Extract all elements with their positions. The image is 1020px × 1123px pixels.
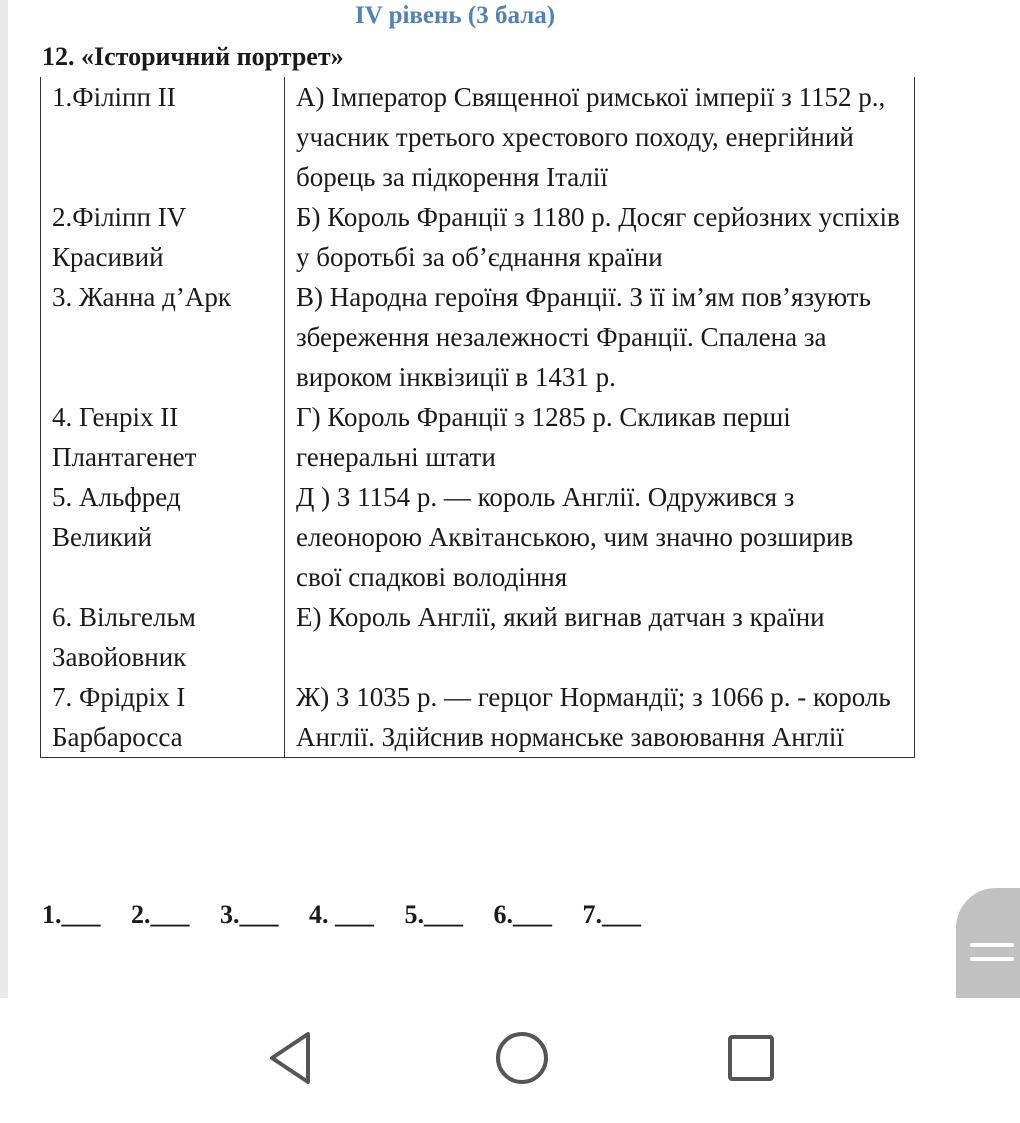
answer-blank: 4. ___ <box>309 900 374 929</box>
description-cell: Д ) З 1154 р. — король Англії. Одружився з елеонорою Аквітанською, чим значно розширив свої спадкові володіння <box>285 477 915 597</box>
home-circle-icon <box>492 1028 552 1088</box>
answer-blank: 6.___ <box>493 900 552 929</box>
task-title: 12. «Історичний портрет» <box>42 42 344 71</box>
table-row <box>41 397 915 477</box>
description-cell: Ж) З 1035 р. — герцог Нормандії; з 1066 р. - король Англії. Здійснив норманське завоювання Англії <box>285 677 915 758</box>
table-row <box>41 597 915 677</box>
table-row <box>41 77 915 197</box>
person-cell: 5. Альфред Великий <box>41 477 285 597</box>
answer-blank: 7.___ <box>582 900 641 929</box>
person-cell: 7. Фрідріх І Барбаросса <box>41 677 285 758</box>
person-cell: 2.Філіпп IV Красивий <box>41 197 285 277</box>
table-row <box>41 677 915 758</box>
back-button[interactable] <box>262 1028 322 1088</box>
answer-blank: 3.___ <box>220 900 279 929</box>
fast-scroll-handle[interactable] <box>956 888 1020 998</box>
description-cell: Б) Король Франції з 1180 р. Досяг серйозних успіхів у боротьбі за об’єднання країни <box>285 197 915 277</box>
portrait-matching-table <box>40 77 915 758</box>
person-cell: 4. Генріх ІІ Плантагенет <box>41 397 285 477</box>
person-cell: 6. Вільгельм Завойовник <box>41 597 285 677</box>
answer-blank: 1.___ <box>42 900 101 929</box>
description-cell: В) Народна героїня Франції. З її ім’ям пов’язують збереження незалежності Франції. Спалена за вироком інквізиції в 1431 р. <box>285 277 915 397</box>
description-cell: Е) Король Англії, який вигнав датчан з країни <box>285 597 915 677</box>
recents-button[interactable] <box>721 1028 781 1088</box>
table-row <box>41 477 915 597</box>
table-row <box>41 277 915 397</box>
table-row <box>41 197 915 277</box>
page-left-margin <box>0 0 8 998</box>
description-cell: А) Імператор Священної римської імперії з 1152 р., учасник третього хрестового походу, енергійний борець за підкорення Італії <box>285 77 915 197</box>
person-cell: 1.Філіпп ІІ <box>41 77 285 197</box>
back-triangle-icon <box>262 1028 322 1088</box>
answer-blanks <box>42 900 665 930</box>
level-heading: IV рівень (3 бала) <box>355 2 556 29</box>
answer-blank: 2.___ <box>131 900 190 929</box>
scroll-handle-grip-line <box>970 943 1014 947</box>
recents-square-icon <box>721 1028 781 1088</box>
home-button[interactable] <box>492 1028 552 1088</box>
answer-blank: 5.___ <box>404 900 463 929</box>
description-cell: Г) Король Франції з 1285 р. Скликав перші генеральні штати <box>285 397 915 477</box>
scroll-handle-grip-line <box>970 957 1014 961</box>
system-navigation-bar <box>0 998 1020 1123</box>
person-cell: 3. Жанна д’Арк <box>41 277 285 397</box>
